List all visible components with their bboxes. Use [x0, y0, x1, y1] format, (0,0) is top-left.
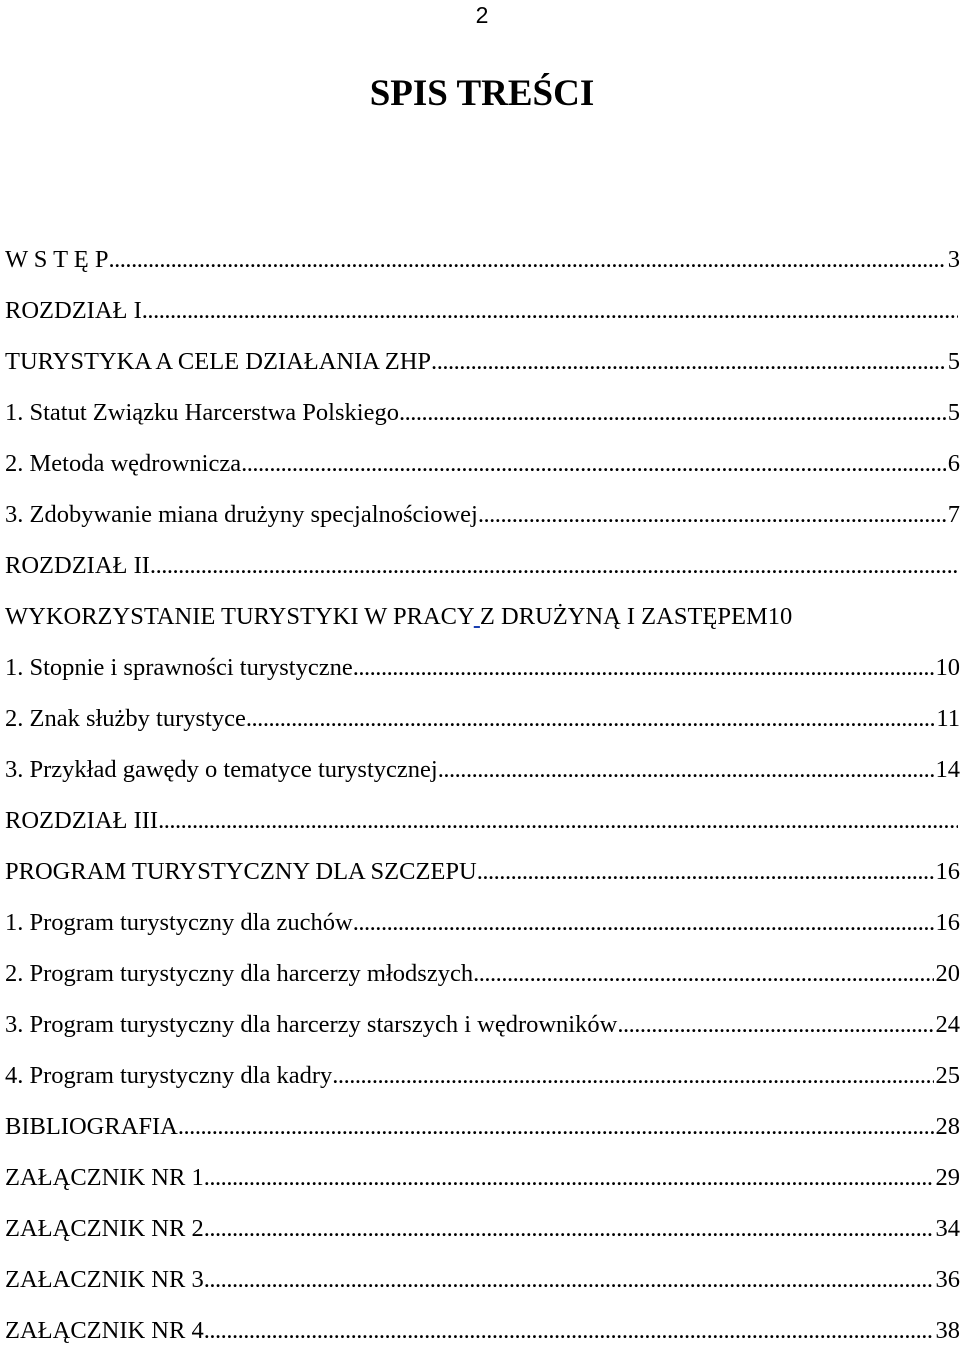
toc-entry-zalacznik-1[interactable]	[5, 1152, 960, 1203]
toc-entry-program-starszych[interactable]	[5, 999, 960, 1050]
toc-entry-rozdzial-3[interactable]	[5, 795, 960, 846]
toc-entry-turystyka-a-cele[interactable]	[5, 336, 960, 387]
toc-entry-label-part1: WYKORZYSTANIE TURYSTYKI W PRACY	[5, 603, 474, 630]
toc-entry-znak-sluzby[interactable]	[5, 693, 960, 744]
toc-entry-zdobywanie-miana[interactable]	[5, 489, 960, 540]
toc-entry-zalacznik-2[interactable]	[5, 1203, 960, 1254]
dot-leader	[431, 336, 946, 387]
dot-leader	[438, 744, 934, 795]
dot-leader	[332, 1050, 933, 1101]
dot-leader	[617, 999, 933, 1050]
table-of-contents	[5, 234, 960, 1356]
toc-entry-label: ROZDZIAŁ II	[5, 540, 150, 591]
toc-entry-page: 16	[934, 897, 960, 948]
dot-leader	[204, 1254, 934, 1305]
toc-entry-label: 3. Przykład gawędy o tematyce turystycznej	[5, 744, 438, 795]
dot-leader	[204, 1203, 934, 1254]
toc-entry-page: 29	[934, 1152, 960, 1203]
toc-entry-page: 24	[934, 999, 960, 1050]
toc-entry-rozdzial-2[interactable]	[5, 540, 960, 591]
toc-entry-label: TURYSTYKA A CELE DZIAŁANIA ZHP	[5, 336, 431, 387]
dot-leader	[158, 795, 958, 846]
toc-entry-page: 34	[934, 1203, 960, 1254]
toc-entry-page: 16	[934, 846, 960, 897]
toc-entry-label	[5, 591, 768, 642]
toc-entry-label: 1. Stopnie i sprawności turystyczne	[5, 642, 353, 693]
toc-entry-metoda[interactable]	[5, 438, 960, 489]
toc-entry-page: 11	[934, 693, 960, 744]
toc-entry-label: 1. Program turystyczny dla zuchów	[5, 897, 353, 948]
dot-leader	[204, 1152, 934, 1203]
toc-entry-rozdzial-1[interactable]	[5, 285, 960, 336]
page-number: 2	[0, 2, 960, 28]
toc-entry-gaweda[interactable]	[5, 744, 960, 795]
toc-entry-label: 3. Zdobywanie miana drużyny specjalnościowej	[5, 489, 478, 540]
dot-leader	[246, 693, 935, 744]
toc-entry-label: 4. Program turystyczny dla kadry	[5, 1050, 332, 1101]
dot-leader	[108, 234, 945, 285]
page-title: SPIS TREŚCI	[0, 72, 960, 116]
toc-entry-label: ZAŁACZNIK NR 3	[5, 1254, 204, 1305]
toc-entry-program-szczepu[interactable]	[5, 846, 960, 897]
toc-entry-page: 25	[934, 1050, 960, 1101]
dot-leader	[142, 285, 958, 336]
toc-entry-page: 28	[934, 1101, 960, 1152]
dot-leader	[241, 438, 946, 489]
dot-leader	[150, 540, 958, 591]
toc-entry-program-kadry[interactable]	[5, 1050, 960, 1101]
toc-entry-page: 10	[768, 591, 793, 642]
dot-leader	[353, 642, 934, 693]
toc-entry-zalacznik-4[interactable]	[5, 1305, 960, 1356]
toc-entry-label: 2. Program turystyczny dla harcerzy młodszych	[5, 948, 473, 999]
dot-leader	[178, 1101, 934, 1152]
toc-entry-program-mlodszych[interactable]	[5, 948, 960, 999]
toc-entry-label: 2. Znak służby turystyce	[5, 693, 246, 744]
dot-leader	[478, 489, 946, 540]
toc-entry-label: PROGRAM TURYSTYCZNY DLA SZCZEPU	[5, 846, 477, 897]
toc-entry-page: 14	[934, 744, 960, 795]
toc-entry-label: ZAŁĄCZNIK NR 4	[5, 1305, 204, 1356]
dot-leader	[353, 897, 934, 948]
dot-leader	[473, 948, 933, 999]
toc-entry-page: 36	[934, 1254, 960, 1305]
toc-entry-bibliografia[interactable]	[5, 1101, 960, 1152]
toc-entry-wstep[interactable]	[5, 234, 960, 285]
toc-entry-label: ZAŁĄCZNIK NR 1	[5, 1152, 204, 1203]
toc-entry-page: 38	[934, 1305, 960, 1356]
toc-entry-stopnie[interactable]	[5, 642, 960, 693]
toc-entry-page: 5	[946, 336, 960, 387]
toc-entry-wykorzystanie[interactable]	[5, 591, 960, 642]
toc-entry-label: 2. Metoda wędrownicza	[5, 438, 241, 489]
toc-entry-page: 5	[946, 387, 960, 438]
toc-entry-label-part2: Z DRUŻYNĄ I ZASTĘPEM	[480, 603, 768, 630]
toc-entry-statut[interactable]	[5, 387, 960, 438]
toc-entry-label: W S T Ę P	[5, 234, 108, 285]
toc-entry-page: 20	[934, 948, 960, 999]
toc-entry-page: 3	[946, 234, 960, 285]
toc-entry-page: 7	[946, 489, 960, 540]
toc-entry-label: ROZDZIAŁ III	[5, 795, 158, 846]
toc-entry-label: 3. Program turystyczny dla harcerzy starszych i wędrowników	[5, 999, 617, 1050]
dot-leader	[477, 846, 934, 897]
toc-entry-program-zuchow[interactable]	[5, 897, 960, 948]
dot-leader	[204, 1305, 934, 1356]
toc-entry-zalacznik-3[interactable]	[5, 1254, 960, 1305]
toc-entry-label: ROZDZIAŁ I	[5, 285, 142, 336]
toc-entry-label: BIBLIOGRAFIA	[5, 1101, 178, 1152]
toc-entry-label: ZAŁĄCZNIK NR 2	[5, 1203, 204, 1254]
toc-entry-label: 1. Statut Związku Harcerstwa Polskiego	[5, 387, 399, 438]
toc-entry-page: 10	[934, 642, 960, 693]
dot-leader	[399, 387, 946, 438]
toc-entry-page: 6	[946, 438, 960, 489]
